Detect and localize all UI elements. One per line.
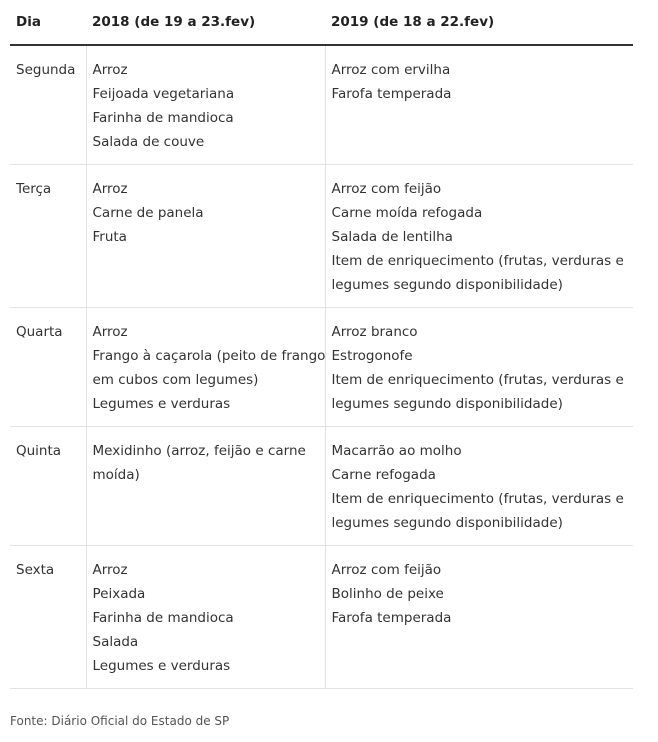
menu-item: em cubos com legumes) [92,372,259,388]
menu-item: Farinha de mandioca [92,110,234,126]
header-2019: 2019 (de 18 a 22.fev) [325,0,633,45]
menu-2018-cell [86,546,325,689]
menu-item: Fruta [92,229,127,245]
table-row [10,45,633,165]
menu-2018-cell [86,427,325,546]
menu-item: Salada [92,634,139,650]
menu-item: Carne de panela [92,205,204,221]
menu-item: Farinha de mandioca [92,610,234,626]
menu-item: legumes segundo disponibilidade) [331,277,563,293]
menu-item: Legumes e verduras [92,658,231,674]
menu-item: legumes segundo disponibilidade) [331,396,563,412]
day-cell [10,308,86,427]
menu-item: Estrogonofe [331,348,413,364]
header-2018: 2018 (de 19 a 23.fev) [86,0,325,45]
table-row [10,165,633,308]
table-header [10,0,633,45]
menu-2019-cell [325,308,633,427]
menu-item: Bolinho de peixe [331,586,444,602]
menu-item: Item de enriquecimento (frutas, verduras e [331,253,624,269]
menu-item: Carne moída refogada [331,205,483,221]
day-label: Quinta [16,443,62,459]
table-row [10,427,633,546]
menu-item: Legumes e verduras [92,396,231,412]
menu-item: Arroz [92,181,128,197]
menu-item: Peixada [92,586,146,602]
menu-item: Item de enriquecimento (frutas, verduras e [331,491,624,507]
day-label: Sexta [16,562,55,578]
menu-item: Farofa temperada [331,610,452,626]
menu-item: legumes segundo disponibilidade) [331,515,563,531]
table-row [10,546,633,689]
menu-item: Arroz com feijão [331,181,442,197]
menu-item: Arroz [92,562,128,578]
menu-item: Feijoada vegetariana [92,86,235,102]
menu-item: Frango à caçarola (peito de frango [92,348,326,364]
header-row [10,0,633,45]
menu-2018-cell [86,165,325,308]
menu-2019-cell [325,546,633,689]
header-day: Dia [10,0,86,45]
menu-2019-cell [325,165,633,308]
menu-item: Salada de couve [92,134,205,150]
menu-2019-cell [325,45,633,165]
menu-comparison-table [10,0,633,689]
menu-item: moída) [92,467,140,483]
source-note: Fonte: Diário Oficial do Estado de SP [10,714,230,728]
day-cell [10,165,86,308]
menu-item: Arroz [92,324,128,340]
menu-item: Arroz com ervilha [331,62,451,78]
table-row [10,308,633,427]
day-cell [10,427,86,546]
menu-item: Arroz [92,62,128,78]
day-cell [10,546,86,689]
menu-2019-cell [325,427,633,546]
menu-item: Item de enriquecimento (frutas, verduras e [331,372,624,388]
menu-2018-cell [86,45,325,165]
day-label: Terça [16,181,52,197]
day-cell [10,45,86,165]
menu-item: Mexidinho (arroz, feijão e carne [92,443,306,459]
menu-item: Macarrão ao molho [331,443,462,459]
menu-item: Carne refogada [331,467,436,483]
menu-item: Farofa temperada [331,86,452,102]
day-label: Quarta [16,324,63,340]
table-body [10,45,633,689]
menu-item: Arroz com feijão [331,562,442,578]
menu-2018-cell [86,308,325,427]
menu-comparison-table-container [10,0,633,689]
day-label: Segunda [16,62,76,78]
menu-item: Arroz branco [331,324,418,340]
menu-item: Salada de lentilha [331,229,453,245]
